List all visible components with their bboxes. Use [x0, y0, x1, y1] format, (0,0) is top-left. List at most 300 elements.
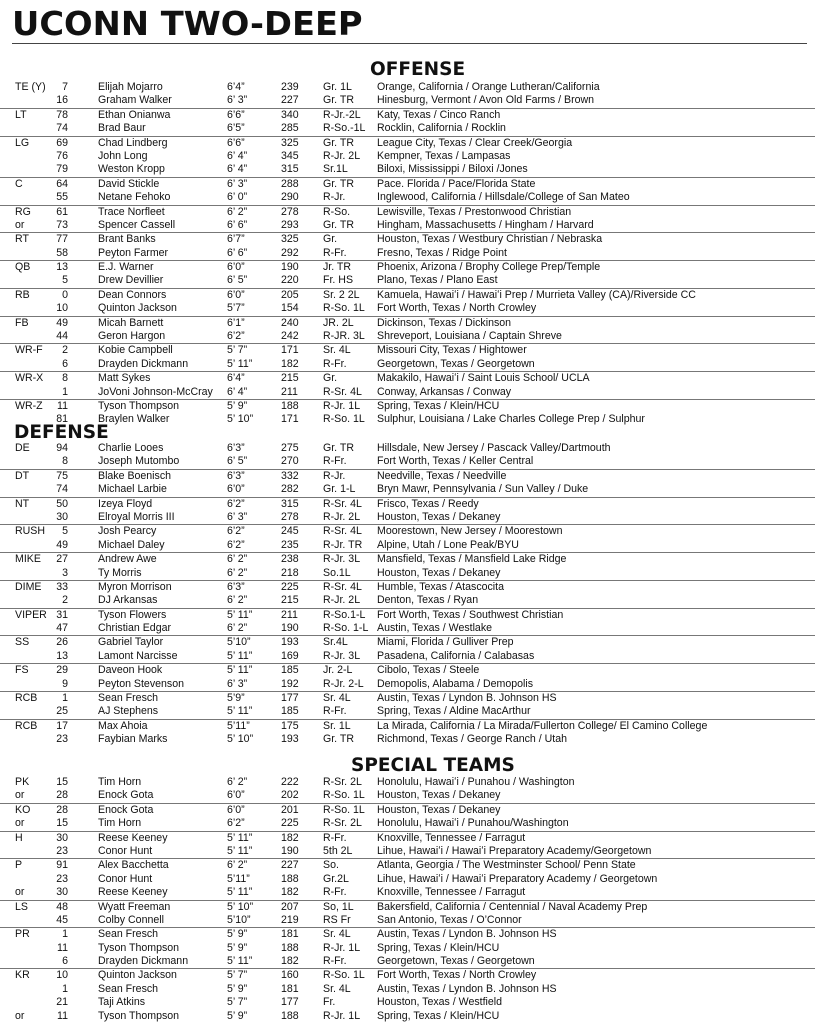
table-row — [0, 622, 815, 635]
table-row — [0, 483, 815, 496]
table-row — [0, 567, 815, 580]
class-cell: Sr. 4L — [323, 344, 351, 357]
height-cell: 6’ 6” — [227, 246, 248, 259]
jersey-number-cell: 76 — [56, 149, 68, 162]
hometown-cell: Plano, Texas / Plano East — [377, 274, 498, 287]
weight-cell: 177 — [281, 692, 299, 705]
jersey-number-cell: 11 — [57, 399, 68, 412]
hometown-cell: Georgetown, Texas / Georgetown — [377, 955, 535, 968]
player-name-cell: Tim Horn — [98, 776, 142, 788]
player-name-cell: Matt Sykes — [98, 372, 151, 385]
jersey-number-cell: 81 — [56, 413, 68, 426]
defense-roster — [0, 442, 815, 747]
position-cell: FB — [15, 316, 29, 329]
position-cell: FS — [15, 664, 29, 677]
weight-cell: 219 — [281, 913, 299, 926]
class-cell: R-So. 1L — [323, 803, 365, 816]
height-cell: 6’0” — [227, 803, 245, 816]
player-name-cell: Graham Walker — [98, 94, 172, 107]
hometown-cell: Spring, Texas / Aldine MacArthur — [377, 705, 531, 718]
hometown-cell: Georgetown, Texas / Georgetown — [377, 357, 535, 370]
weight-cell: 211 — [281, 608, 298, 621]
jersey-number-cell: 3 — [62, 566, 68, 579]
hometown-cell: Honolulu, Hawaiʻi / Punahou/Washington — [377, 817, 569, 830]
player-name-cell: Daveon Hook — [98, 664, 163, 677]
height-cell: 6’0” — [227, 261, 245, 274]
player-name-cell: Drayden Dickmann — [98, 955, 189, 968]
defense-heading: DEFENSE — [14, 422, 109, 443]
jersey-number-cell: 23 — [56, 872, 68, 885]
table-row — [0, 983, 815, 996]
jersey-number-cell: 30 — [56, 510, 68, 523]
weight-cell: 270 — [281, 455, 299, 468]
height-cell: 6’2” — [227, 497, 245, 510]
class-cell: R-Fr. — [323, 955, 347, 968]
jersey-number-cell: 69 — [56, 136, 68, 149]
special-teams-roster — [0, 776, 815, 1023]
table-row — [0, 831, 815, 845]
class-cell: R-So.1-L — [323, 608, 366, 621]
hometown-cell: Kamuela, Hawaiʻi / Hawaiʻi Prep / Murrieta Valley (CA)/Riverside CC — [377, 288, 696, 301]
weight-cell: 193 — [281, 733, 299, 746]
class-cell: Jr. TR — [323, 261, 352, 274]
weight-cell: 278 — [281, 510, 299, 523]
hometown-cell: Fort Worth, Texas / North Crowley — [377, 302, 537, 315]
jersey-number-cell: 11 — [57, 1009, 68, 1022]
hometown-cell: Shreveport, Louisiana / Captain Shreve — [377, 330, 562, 343]
table-row — [0, 1010, 815, 1023]
player-name-cell: Braylen Walker — [98, 413, 170, 426]
hometown-cell: Demopolis, Alabama / Demopolis — [377, 677, 534, 690]
weight-cell: 192 — [281, 677, 299, 690]
height-cell: 6’4” — [227, 372, 245, 385]
offense-heading: OFFENSE — [370, 59, 466, 80]
position-cell: or — [15, 886, 25, 899]
jersey-number-cell: 11 — [57, 941, 68, 954]
hometown-cell: Dickinson, Texas / Dickinson — [377, 316, 512, 329]
class-cell: Gr. TR — [323, 94, 354, 107]
hometown-cell: Missouri City, Texas / Hightower — [377, 344, 527, 357]
table-row — [0, 497, 815, 511]
weight-cell: 227 — [281, 859, 299, 872]
class-cell: Gr. 1L — [323, 81, 352, 93]
weight-cell: 182 — [281, 357, 299, 370]
position-cell: P — [15, 859, 23, 872]
height-cell: 6’3” — [227, 580, 245, 593]
position-cell: or — [15, 218, 25, 231]
player-name-cell: Drayden Dickmann — [98, 357, 189, 370]
weight-cell: 154 — [281, 302, 299, 315]
class-cell: RS Fr — [323, 913, 351, 926]
position-cell: LT — [15, 108, 27, 121]
player-name-cell: Reese Keeney — [98, 831, 168, 844]
table-row — [0, 552, 815, 566]
jersey-number-cell: 1 — [62, 385, 68, 398]
class-cell: R-So. 1L — [323, 969, 365, 982]
weight-cell: 171 — [281, 344, 299, 357]
class-cell: Gr. TR — [323, 136, 354, 149]
table-row — [0, 260, 815, 274]
jersey-number-cell: 13 — [56, 649, 68, 662]
weight-cell: 227 — [281, 94, 299, 107]
weight-cell: 185 — [281, 664, 299, 677]
player-name-cell: Alex Bacchetta — [98, 859, 169, 872]
class-cell: R-Fr. — [323, 831, 347, 844]
table-row — [0, 163, 815, 176]
height-cell: 6’ 2” — [227, 859, 248, 872]
player-name-cell: Tyson Thompson — [98, 399, 180, 412]
player-name-cell: Dean Connors — [98, 288, 167, 301]
hometown-cell: Lewisville, Texas / Prestonwood Christian — [377, 205, 572, 218]
player-name-cell: Elroyal Morris III — [98, 510, 175, 523]
position-cell: DE — [15, 442, 30, 454]
hometown-cell: Bakersfield, California / Centennial / Naval Academy Prep — [377, 900, 648, 913]
weight-cell: 240 — [281, 316, 299, 329]
jersey-number-cell: 21 — [56, 996, 68, 1009]
jersey-number-cell: 78 — [56, 108, 68, 121]
jersey-number-cell: 48 — [56, 900, 68, 913]
jersey-number-cell: 31 — [56, 608, 68, 621]
weight-cell: 171 — [281, 413, 299, 426]
hometown-cell: Cibolo, Texas / Steele — [377, 664, 480, 677]
table-row — [0, 399, 815, 413]
weight-cell: 220 — [281, 274, 299, 287]
class-cell: R-Jr. 1L — [323, 399, 361, 412]
weight-cell: 202 — [281, 789, 299, 802]
jersey-number-cell: 30 — [56, 886, 68, 899]
hometown-cell: Frisco, Texas / Reedy — [377, 497, 479, 510]
weight-cell: 211 — [281, 385, 298, 398]
player-name-cell: Geron Hargon — [98, 330, 166, 343]
player-name-cell: Colby Connell — [98, 913, 164, 926]
hometown-cell: Miami, Florida / Gulliver Prep — [377, 636, 514, 649]
table-row — [0, 776, 815, 789]
table-row — [0, 302, 815, 315]
position-cell: WR-F — [15, 344, 43, 357]
hometown-cell: Biloxi, Mississippi / Biloxi /Jones — [377, 163, 528, 176]
player-name-cell: Reese Keeney — [98, 886, 168, 899]
height-cell: 6’2” — [227, 538, 245, 551]
jersey-number-cell: 50 — [56, 497, 68, 510]
player-name-cell: Conor Hunt — [98, 844, 153, 857]
page-title: UCONN TWO-DEEP — [12, 4, 363, 43]
player-name-cell: E.J. Warner — [98, 261, 154, 274]
hometown-cell: Fort Worth, Texas / North Crowley — [377, 969, 537, 982]
position-cell: RG — [15, 205, 31, 218]
class-cell: R-Jr. — [323, 191, 346, 204]
height-cell: 6’ 6” — [227, 218, 248, 231]
hometown-cell: Knoxville, Tennessee / Farragut — [377, 831, 526, 844]
jersey-number-cell: 49 — [56, 538, 68, 551]
height-cell: 6’6” — [227, 108, 245, 121]
hometown-cell: Houston, Texas / Dekaney — [377, 510, 501, 523]
weight-cell: 190 — [281, 622, 299, 635]
table-row — [0, 288, 815, 302]
class-cell: Fr. HS — [323, 274, 354, 287]
position-cell: or — [15, 1009, 25, 1022]
table-row — [0, 442, 815, 455]
hometown-cell: Knoxville, Tennessee / Farragut — [377, 886, 526, 899]
table-row — [0, 455, 815, 468]
position-cell: KR — [15, 969, 30, 982]
jersey-number-cell: 13 — [56, 261, 68, 274]
jersey-number-cell: 47 — [56, 622, 68, 635]
player-name-cell: Ty Morris — [98, 566, 142, 579]
player-name-cell: Andrew Awe — [98, 553, 157, 566]
player-name-cell: Spencer Cassell — [98, 218, 176, 231]
hometown-cell: Fresno, Texas / Ridge Point — [377, 246, 507, 259]
hometown-cell: Inglewood, California / Hillsdale/College of San Mateo — [377, 191, 630, 204]
height-cell: 6’ 5” — [227, 274, 248, 287]
weight-cell: 242 — [281, 330, 299, 343]
class-cell: Gr. TR — [323, 733, 354, 746]
class-cell: R-Fr. — [323, 357, 347, 370]
hometown-cell: Hingham, Massachusetts / Hingham / Harvard — [377, 218, 594, 231]
table-row — [0, 705, 815, 718]
position-cell: or — [15, 817, 25, 830]
class-cell: Fr. — [323, 996, 336, 1009]
hometown-cell: San Antonio, Texas / O’Connor — [377, 913, 522, 926]
height-cell: 6’ 4” — [227, 385, 248, 398]
table-row — [0, 942, 815, 955]
hometown-cell: Pasadena, California / Calabasas — [377, 649, 535, 662]
jersey-number-cell: 64 — [56, 177, 68, 190]
player-name-cell: John Long — [98, 149, 148, 162]
table-row — [0, 232, 815, 246]
table-row — [0, 594, 815, 607]
hometown-cell: Needville, Texas / Needville — [377, 469, 507, 482]
table-row — [0, 122, 815, 135]
height-cell: 6’7” — [227, 233, 245, 246]
jersey-number-cell: 5 — [62, 274, 68, 287]
weight-cell: 285 — [281, 122, 299, 135]
table-row — [0, 177, 815, 191]
hometown-cell: Rocklin, California / Rocklin — [377, 122, 506, 135]
height-cell: 6’ 2” — [227, 622, 248, 635]
height-cell: 6’1” — [227, 316, 245, 329]
weight-cell: 188 — [281, 1009, 299, 1022]
class-cell: R-Jr. 3L — [323, 649, 361, 662]
weight-cell: 201 — [281, 803, 299, 816]
height-cell: 5’ 10” — [227, 413, 254, 426]
table-row — [0, 817, 815, 830]
class-cell: R-So.-1L — [323, 122, 366, 135]
height-cell: 5’7” — [227, 302, 245, 315]
table-row — [0, 650, 815, 663]
player-name-cell: Peyton Stevenson — [98, 677, 184, 690]
height-cell: 6’6” — [227, 136, 245, 149]
player-name-cell: Peyton Farmer — [98, 246, 169, 259]
table-row — [0, 733, 815, 746]
weight-cell: 177 — [281, 996, 299, 1009]
height-cell: 6’4” — [227, 81, 245, 93]
jersey-number-cell: 1 — [62, 928, 68, 941]
player-name-cell: Weston Kropp — [98, 163, 165, 176]
position-cell: RT — [15, 233, 29, 246]
class-cell: R-Sr. 4L — [323, 580, 362, 593]
height-cell: 6’ 2” — [227, 553, 248, 566]
height-cell: 6’ 3” — [227, 177, 248, 190]
jersey-number-cell: 0 — [62, 288, 68, 301]
height-cell: 6’ 4” — [227, 163, 248, 176]
height-cell: 5’ 11” — [227, 357, 253, 370]
player-name-cell: Quinton Jackson — [98, 302, 177, 315]
player-name-cell: Izeya Floyd — [98, 497, 153, 510]
weight-cell: 188 — [281, 941, 299, 954]
weight-cell: 345 — [281, 149, 299, 162]
height-cell: 5’ 9” — [227, 941, 248, 954]
weight-cell: 193 — [281, 636, 299, 649]
weight-cell: 235 — [281, 538, 299, 551]
position-cell: DT — [15, 469, 30, 482]
weight-cell: 275 — [281, 442, 299, 454]
weight-cell: 181 — [281, 928, 299, 941]
player-name-cell: Blake Boenisch — [98, 469, 172, 482]
table-row — [0, 968, 815, 982]
table-row — [0, 914, 815, 927]
player-name-cell: Tyson Thompson — [98, 941, 180, 954]
weight-cell: 288 — [281, 177, 299, 190]
player-name-cell: Brad Baur — [98, 122, 146, 135]
table-row — [0, 108, 815, 122]
hometown-cell: Austin, Texas / Westlake — [377, 622, 493, 635]
jersey-number-cell: 6 — [62, 357, 68, 370]
height-cell: 6’ 2” — [227, 776, 248, 788]
height-cell: 6’ 3” — [227, 677, 248, 690]
weight-cell: 293 — [281, 218, 299, 231]
player-name-cell: Christian Edgar — [98, 622, 172, 635]
weight-cell: 160 — [281, 969, 299, 982]
weight-cell: 222 — [281, 776, 299, 788]
player-name-cell: JoVoni Johnson-McCray — [98, 385, 213, 398]
jersey-number-cell: 75 — [56, 469, 68, 482]
height-cell: 6’ 0” — [227, 191, 248, 204]
height-cell: 5’ 9” — [227, 399, 248, 412]
class-cell: R-Jr. 1L — [323, 941, 361, 954]
height-cell: 5’ 7” — [227, 996, 248, 1009]
class-cell: R-JR. 3L — [323, 330, 365, 343]
height-cell: 5’ 11” — [227, 831, 253, 844]
hometown-cell: Spring, Texas / Klein/HCU — [377, 1009, 500, 1022]
player-name-cell: Joseph Mutombo — [98, 455, 180, 468]
hometown-cell: Katy, Texas / Cinco Ranch — [377, 108, 501, 121]
weight-cell: 245 — [281, 525, 299, 538]
height-cell: 6’0” — [227, 288, 245, 301]
jersey-number-cell: 7 — [62, 81, 68, 93]
jersey-number-cell: 5 — [62, 525, 68, 538]
height-cell: 5’ 11” — [227, 844, 253, 857]
hometown-cell: Austin, Texas / Lyndon B. Johnson HS — [377, 692, 557, 705]
player-name-cell: DJ Arkansas — [98, 594, 158, 607]
jersey-number-cell: 10 — [56, 302, 68, 315]
table-row — [0, 927, 815, 941]
weight-cell: 315 — [281, 497, 299, 510]
table-row — [0, 205, 815, 219]
weight-cell: 185 — [281, 705, 299, 718]
hometown-cell: Houston, Texas / Dekaney — [377, 566, 501, 579]
height-cell: 5’ 11” — [227, 886, 253, 899]
player-name-cell: Trace Norfleet — [98, 205, 165, 218]
weight-cell: 325 — [281, 233, 299, 246]
hometown-cell: Mansfield, Texas / Mansfield Lake Ridge — [377, 553, 567, 566]
table-row — [0, 469, 815, 483]
hometown-cell: Houston, Texas / Westbury Christian / Nebraska — [377, 233, 603, 246]
class-cell: Gr. — [323, 372, 338, 385]
player-name-cell: Ethan Onianwa — [98, 108, 171, 121]
position-cell: RCB — [15, 719, 38, 732]
height-cell: 5’ 11” — [227, 664, 253, 677]
special-teams-heading: SPECIAL TEAMS — [351, 755, 515, 776]
table-row — [0, 678, 815, 691]
position-cell: NT — [15, 497, 30, 510]
table-row — [0, 524, 815, 538]
weight-cell: 190 — [281, 844, 299, 857]
height-cell: 5’ 10” — [227, 733, 254, 746]
table-row — [0, 539, 815, 552]
height-cell: 6’ 2” — [227, 205, 248, 218]
height-cell: 6’ 3” — [227, 510, 248, 523]
jersey-number-cell: 23 — [56, 733, 68, 746]
table-row — [0, 845, 815, 858]
class-cell: R-Jr. 2L — [323, 510, 361, 523]
class-cell: R-Fr. — [323, 246, 347, 259]
player-name-cell: Lamont Narcisse — [98, 649, 178, 662]
hometown-cell: Houston, Texas / Dekaney — [377, 803, 501, 816]
class-cell: R-Jr. 1L — [323, 1009, 361, 1022]
hometown-cell: Honolulu, Hawaiʻi / Punahou / Washington — [377, 776, 575, 788]
height-cell: 5’ 11” — [227, 955, 253, 968]
class-cell: Gr. — [323, 233, 338, 246]
player-name-cell: Conor Hunt — [98, 872, 153, 885]
weight-cell: 225 — [281, 817, 299, 830]
class-cell: Gr. 1-L — [323, 483, 356, 496]
table-row — [0, 371, 815, 385]
height-cell: 5’10” — [227, 636, 251, 649]
jersey-number-cell: 27 — [56, 553, 68, 566]
player-name-cell: Charlie Looes — [98, 442, 164, 454]
table-row — [0, 511, 815, 524]
table-row — [0, 858, 815, 872]
class-cell: Gr. TR — [323, 177, 354, 190]
weight-cell: 315 — [281, 163, 299, 176]
table-row — [0, 386, 815, 399]
height-cell: 5’10” — [227, 913, 251, 926]
height-cell: 6’ 2” — [227, 594, 248, 607]
position-cell: LS — [15, 900, 28, 913]
class-cell: So. — [323, 859, 339, 872]
class-cell: R-So. — [323, 205, 351, 218]
jersey-number-cell: 10 — [56, 969, 68, 982]
class-cell: 5th 2L — [323, 844, 353, 857]
hometown-cell: Fort Worth, Texas / Southwest Christian — [377, 608, 564, 621]
player-name-cell: Wyatt Freeman — [98, 900, 171, 913]
table-row — [0, 136, 815, 150]
hometown-cell: Makakilo, Hawaiʻi / Saint Louis School/ UCLA — [377, 372, 590, 385]
class-cell: R-Sr. 2L — [323, 776, 362, 788]
height-cell: 6’ 2” — [227, 566, 248, 579]
weight-cell: 169 — [281, 649, 299, 662]
player-name-cell: Chad Lindberg — [98, 136, 168, 149]
class-cell: R-Jr. TR — [323, 538, 363, 551]
class-cell: R-Fr. — [323, 886, 347, 899]
hometown-cell: Houston, Texas / Dekaney — [377, 789, 501, 802]
jersey-number-cell: 1 — [62, 692, 68, 705]
player-name-cell: Elijah Mojarro — [98, 81, 163, 93]
hometown-cell: Bryn Mawr, Pennsylvania / Sun Valley / Duke — [377, 483, 589, 496]
title-divider — [12, 43, 807, 44]
class-cell: R-So. 1L — [323, 789, 365, 802]
weight-cell: 182 — [281, 831, 299, 844]
